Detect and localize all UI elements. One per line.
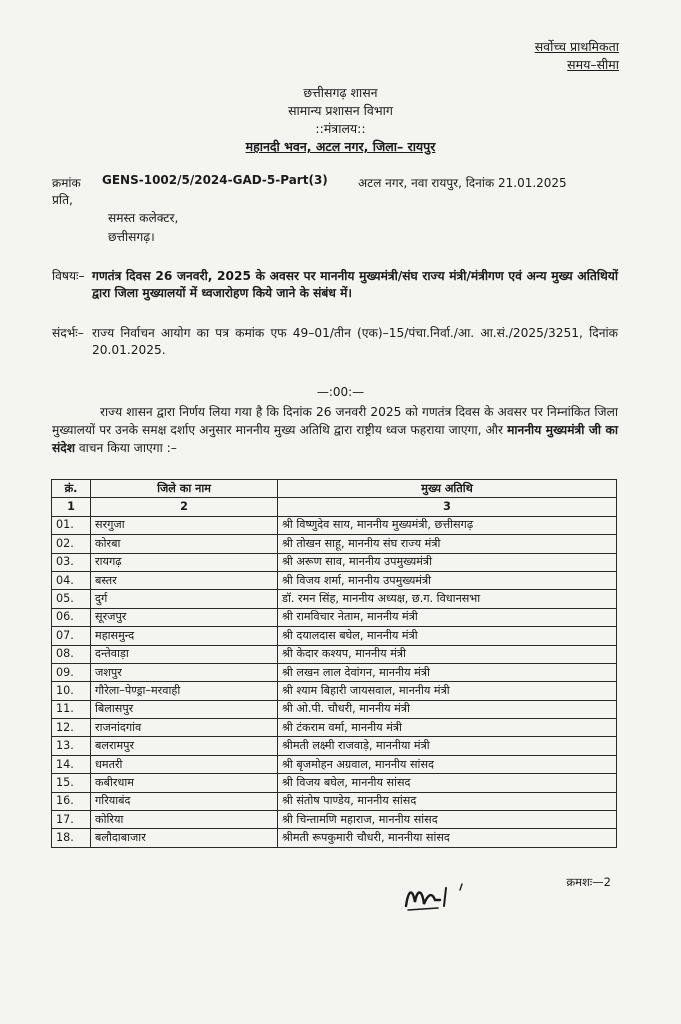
- serial-cell: 06.: [52, 608, 91, 626]
- district-cell: बस्तर: [91, 571, 278, 589]
- chief-guest-cell: श्रीमती लक्ष्मी राजवाड़े, माननीया मंत्री: [278, 737, 617, 755]
- chief-guest-cell: श्री रामविचार नेताम, माननीय मंत्री: [278, 608, 617, 626]
- table-row: [52, 590, 617, 608]
- signature-mark: [402, 880, 472, 914]
- body-emphasis: माननीय मुख्यमंत्री जी का संदेश: [52, 423, 618, 455]
- serial-cell: 10.: [52, 682, 91, 700]
- district-cell: कबीरधाम: [91, 774, 278, 792]
- table-row: [52, 608, 617, 626]
- district-cell: बलरामपुर: [91, 737, 278, 755]
- table-row: [52, 829, 617, 847]
- chief-guest-cell: डॉ. रमन सिंह, माननीय अध्यक्ष, छ.ग. विधानसभा: [278, 590, 617, 608]
- district-cell: गौरेला–पेण्ड्रा–मरवाही: [91, 682, 278, 700]
- header-district: जिले का नाम: [91, 480, 278, 498]
- column-number-row: [52, 498, 617, 516]
- subject-label: विषयः–: [52, 269, 85, 283]
- district-cell: बलौदाबाजार: [91, 829, 278, 847]
- table-row: [52, 535, 617, 553]
- reference-label: क्रमांक: [52, 176, 81, 190]
- district-cell: सरगुजा: [91, 516, 278, 534]
- chief-guest-table: [51, 479, 617, 848]
- department-name: सामान्य प्रशासन विभाग: [288, 103, 393, 118]
- chief-guest-cell: श्री विजय शर्मा, माननीय उपमुख्यमंत्री: [278, 571, 617, 589]
- table-row: [52, 663, 617, 681]
- serial-cell: 05.: [52, 590, 91, 608]
- district-cell: दुर्ग: [91, 590, 278, 608]
- chief-guest-cell: श्री ओ.पी. चौधरी, माननीय मंत्री: [278, 700, 617, 718]
- serial-cell: 11.: [52, 700, 91, 718]
- table-header-row: [52, 480, 617, 498]
- chief-guest-cell: श्री टंकराम वर्मा, माननीय मंत्री: [278, 719, 617, 737]
- district-cell: गरियाबंद: [91, 792, 278, 810]
- district-cell: कोरबा: [91, 535, 278, 553]
- header-serial: क्रं.: [52, 480, 91, 498]
- body-text: राज्य शासन द्वारा निर्णय लिया गया है कि दिनांक 26 जनवरी 2025 को गणतंत्र दिवस के अवसर पर निम्नांकित जिला मुख्यालयों पर उनके समक्ष दर्शाए अनुसार माननीय मुख्य अतिथि द्वारा राष्ट्रीय ध्वज फहराया जाएगा, और: [52, 405, 618, 437]
- column-number: 3: [278, 498, 617, 516]
- table-row: [52, 719, 617, 737]
- priority-marking: [535, 38, 619, 74]
- chief-guest-cell: श्री अरूण साव, माननीय उपमुख्यमंत्री: [278, 553, 617, 571]
- addressee-line2: छत्तीसगढ़।: [108, 230, 155, 244]
- table-row: [52, 516, 617, 534]
- office-name: ::मंत्रालय::: [315, 121, 366, 136]
- header-chief-guest: मुख्य अतिथि: [278, 480, 617, 498]
- serial-cell: 04.: [52, 571, 91, 589]
- table-row: [52, 792, 617, 810]
- chief-guest-cell: श्रीमती रूपकुमारी चौधरी, माननीया सांसद: [278, 829, 617, 847]
- continuation-note: क्रमशः—2: [566, 875, 611, 889]
- place-date: अटल नगर, नवा रायपुर, दिनांक 21.01.2025: [358, 176, 567, 190]
- reference-code: GENS-1002/5/2024-GAD-5-Part(3): [102, 173, 328, 187]
- chief-guest-cell: श्री विष्णुदेव साय, माननीय मुख्यमंत्री, छत्तीसगढ़: [278, 516, 617, 534]
- serial-cell: 07.: [52, 627, 91, 645]
- serial-cell: 17.: [52, 811, 91, 829]
- chief-guest-cell: श्री बृजमोहन अग्रवाल, माननीय सांसद: [278, 755, 617, 773]
- district-cell: राजनांदगांव: [91, 719, 278, 737]
- chief-guest-cell: श्री विजय बघेल, माननीय सांसद: [278, 774, 617, 792]
- letterhead: [0, 84, 681, 156]
- body-tail: वाचन किया जाएगा :–: [75, 441, 177, 455]
- chief-guest-cell: श्री चिन्तामणि महाराज, माननीय सांसद: [278, 811, 617, 829]
- table-row: [52, 571, 617, 589]
- table-row: [52, 811, 617, 829]
- table-row: [52, 645, 617, 663]
- serial-cell: 01.: [52, 516, 91, 534]
- serial-cell: 15.: [52, 774, 91, 792]
- serial-cell: 16.: [52, 792, 91, 810]
- separator: —:00:—: [316, 385, 365, 399]
- reference-letter-text: राज्य निर्वाचन आयोग का पत्र कमांक एफ 49–01/तीन (एक)–15/पंचा.निर्वा./आ. आ.सं./2025/3251, दिनांक 20.01.2025.: [92, 326, 618, 357]
- office-address: महानदी भवन, अटल नगर, जिला– रायपुर: [245, 139, 436, 154]
- chief-guest-cell: श्री संतोष पाण्डेय, माननीय सांसद: [278, 792, 617, 810]
- district-cell: धमतरी: [91, 755, 278, 773]
- district-cell: महासमुन्द: [91, 627, 278, 645]
- district-cell: सूरजपुर: [91, 608, 278, 626]
- table-row: [52, 627, 617, 645]
- priority-label: सर्वोच्च प्राथमिकता: [534, 39, 619, 54]
- chief-guest-cell: श्री दयालदास बघेल, माननीय मंत्री: [278, 627, 617, 645]
- district-cell: बिलासपुर: [91, 700, 278, 718]
- table-row: [52, 737, 617, 755]
- serial-cell: 08.: [52, 645, 91, 663]
- column-number: 2: [91, 498, 278, 516]
- subject-text: गणतंत्र दिवस 26 जनवरी, 2025 के अवसर पर माननीय मुख्यमंत्री/संघ राज्य मंत्री/मंत्रीगण एवं अन्य मुख्य अतिथियों द्वारा जिला मुख्यालयों में ध्वजारोहण किये जाने के संबंध में।: [92, 269, 618, 300]
- addressee-line1: समस्त कलेक्टर,: [108, 211, 179, 225]
- govt-name: छत्तीसगढ़ शासन: [303, 85, 378, 100]
- table-row: [52, 700, 617, 718]
- column-number: 1: [52, 498, 91, 516]
- serial-cell: 03.: [52, 553, 91, 571]
- chief-guest-cell: श्री श्याम बिहारी जायसवाल, माननीय मंत्री: [278, 682, 617, 700]
- serial-cell: 02.: [52, 535, 91, 553]
- serial-cell: 18.: [52, 829, 91, 847]
- serial-cell: 14.: [52, 755, 91, 773]
- district-cell: कोरिया: [91, 811, 278, 829]
- chief-guest-cell: श्री लखन लाल देवांगन, माननीय मंत्री: [278, 663, 617, 681]
- table-row: [52, 553, 617, 571]
- serial-cell: 12.: [52, 719, 91, 737]
- chief-guest-cell: श्री केदार कश्यप, माननीय मंत्री: [278, 645, 617, 663]
- serial-cell: 13.: [52, 737, 91, 755]
- table-row: [52, 682, 617, 700]
- table-row: [52, 755, 617, 773]
- serial-cell: 09.: [52, 663, 91, 681]
- table-row: [52, 774, 617, 792]
- reference-letter-label: संदर्भः–: [52, 326, 84, 340]
- district-cell: रायगढ़: [91, 553, 278, 571]
- district-cell: जशपुर: [91, 663, 278, 681]
- chief-guest-cell: श्री तोखन साहू, माननीय संघ राज्य मंत्री: [278, 535, 617, 553]
- body-paragraph: [52, 403, 618, 457]
- time-limit-label: समय–सीमा: [567, 57, 619, 72]
- to-label: प्रति,: [52, 193, 73, 207]
- district-cell: दन्तेवाड़ा: [91, 645, 278, 663]
